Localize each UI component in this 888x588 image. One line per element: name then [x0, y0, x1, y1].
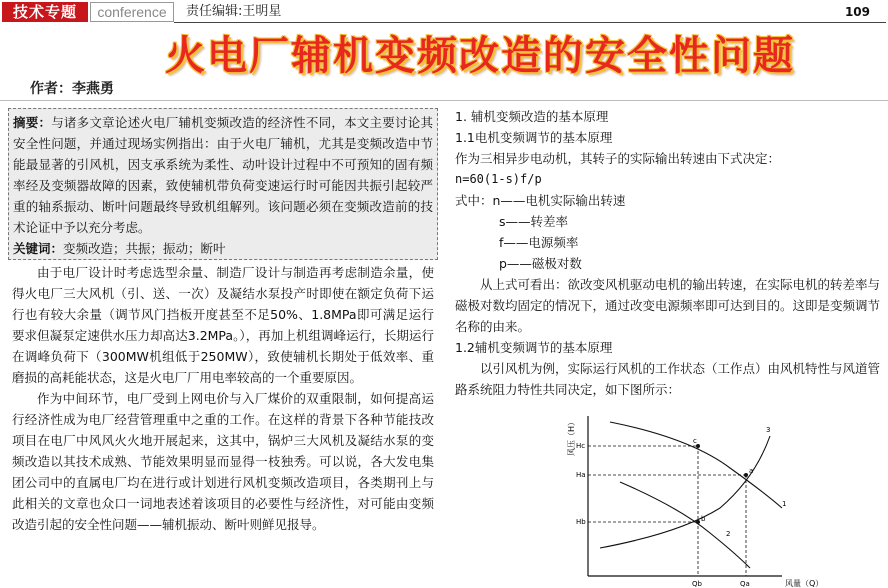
keywords: [13, 238, 433, 259]
article-author: 作者：李燕勇: [30, 81, 114, 97]
tick-hc: Hc: [576, 442, 586, 450]
formula-definition: s——转差率: [499, 214, 569, 229]
formula-definition: f——电源频率: [499, 235, 579, 250]
keywords-text: 变频改造；共振；振动；断叶: [63, 241, 226, 256]
page-number: 109: [844, 5, 870, 19]
abstract: [13, 112, 433, 238]
keywords-label: 关键词：: [13, 241, 64, 256]
abstract-text: 与诸多文章论述火电厂辅机变频改造的经济性不同，本文主要讨论其安全性问题，并通过现场实例指出：由于火电厂辅机，尤其是变频改造中节能最显著的引风机，因支承系统为柔性、动叶设计过程中不可预知的固有频率经及变频器故障的因素，致使辅机带负荷变速运行时可能因共振引起较严重的轴系振动、断叶问题最终导致机组解列。该问题必须在变频改造前的技术论证中予以充分考虑。: [13, 115, 433, 235]
subsection-heading: 1.1电机变频调节的基本原理: [455, 130, 613, 145]
formula-definition: p——磁极对数: [499, 256, 582, 271]
formula-definition: 式中：n——电机实际输出转速: [455, 193, 626, 208]
system-resistance-curve-3: [600, 436, 770, 548]
body-paragraph: 以引风机为例，实际运行风机的工作状态（工作点）由风机特性与风道管路系统阻力特性共同决定，如下图所示：: [455, 361, 881, 397]
header-rule: [174, 22, 886, 23]
point-label-c: c: [693, 437, 697, 445]
point-label-a: a: [749, 467, 754, 475]
body-paragraph: 由于电厂设计时考虑选型余量、制造厂设计与制造再考虑制造余量，使得火电厂三大风机（引、送、一次）及凝结水泵投产时即使在额定负荷下运行也有较大余量（调节风门挡板开度甚至不足50%、1.8MPa即可满足运行要求但凝泵定速供水压力却高达3.2MPa。），再加上机组调峰运行，长期运行在调峰负荷下（300MW机组低于250MW），致使辅机长期处于低效率、重磨损的高耗能状态，这是火电厂厂用电率较高的一个重要原因。: [12, 265, 434, 385]
operating-point-b: [696, 520, 700, 524]
page-header: [0, 0, 888, 24]
operating-point-a: [744, 473, 748, 477]
tick-ha: Ha: [576, 471, 586, 479]
tick-qa: Qa: [740, 580, 750, 588]
curve-label-1: 1: [782, 500, 787, 508]
article-title: 火电厂辅机变频改造的安全性问题: [165, 33, 795, 79]
column-tag-english: conference: [90, 2, 174, 22]
editor-credit: 责任编辑:王明星: [186, 4, 282, 19]
body-paragraph: 作为中间环节，电厂受到上网电价与入厂煤价的双重限制，如何提高运行经济性成为电厂经营管理重中之重的工作。在这样的背景下各种节能技改项目在电厂中风风火火地开展起来，这其中，锅炉三大风机及凝结水泵的变频改造以其技术成熟、节能效果明显而显得一枝独秀。可以说，各大发电集团公司中的直属电厂均在进行或计划进行风机变频改造项目，各类期刊上与此相关的文章也众口一词地表述着该项目的必要性与经济性，对可能由变频改造引起的安全性问题——辅机振动、断叶则鲜见报导。: [12, 391, 434, 532]
speed-formula: n=60(1-s)f/p: [455, 172, 542, 186]
title-divider: [0, 100, 888, 101]
tick-qb: Qb: [692, 580, 702, 588]
section-heading: 1. 辅机变频改造的基本原理: [455, 109, 609, 124]
curve-label-3: 3: [766, 426, 771, 434]
tick-hb: Hb: [576, 518, 586, 526]
right-column-body: [455, 106, 883, 400]
curve-label-2: 2: [726, 530, 731, 538]
fan-characteristic-figure: [560, 408, 830, 588]
point-label-b: b: [701, 515, 706, 523]
x-axis-label: 风量（Q）: [785, 579, 824, 588]
abstract-label: 摘要：: [13, 115, 52, 130]
subsection-heading: 1.2辅机变频调节的基本原理: [455, 340, 613, 355]
left-column-body: [12, 262, 434, 535]
abstract-box: [8, 108, 438, 260]
y-axis-label: 风压（H）: [567, 417, 576, 456]
body-paragraph: 从上式可看出：欲改变风机驱动电机的输出转速，在实际电机的转差率与磁极对数均固定的情况下，通过改变电源频率即可达到目的。这即是变频调节名称的由来。: [455, 277, 881, 334]
column-tag: 技术专题: [2, 2, 88, 22]
body-paragraph: 作为三相异步电动机，其转子的实际输出转速由下式决定：: [455, 151, 781, 166]
